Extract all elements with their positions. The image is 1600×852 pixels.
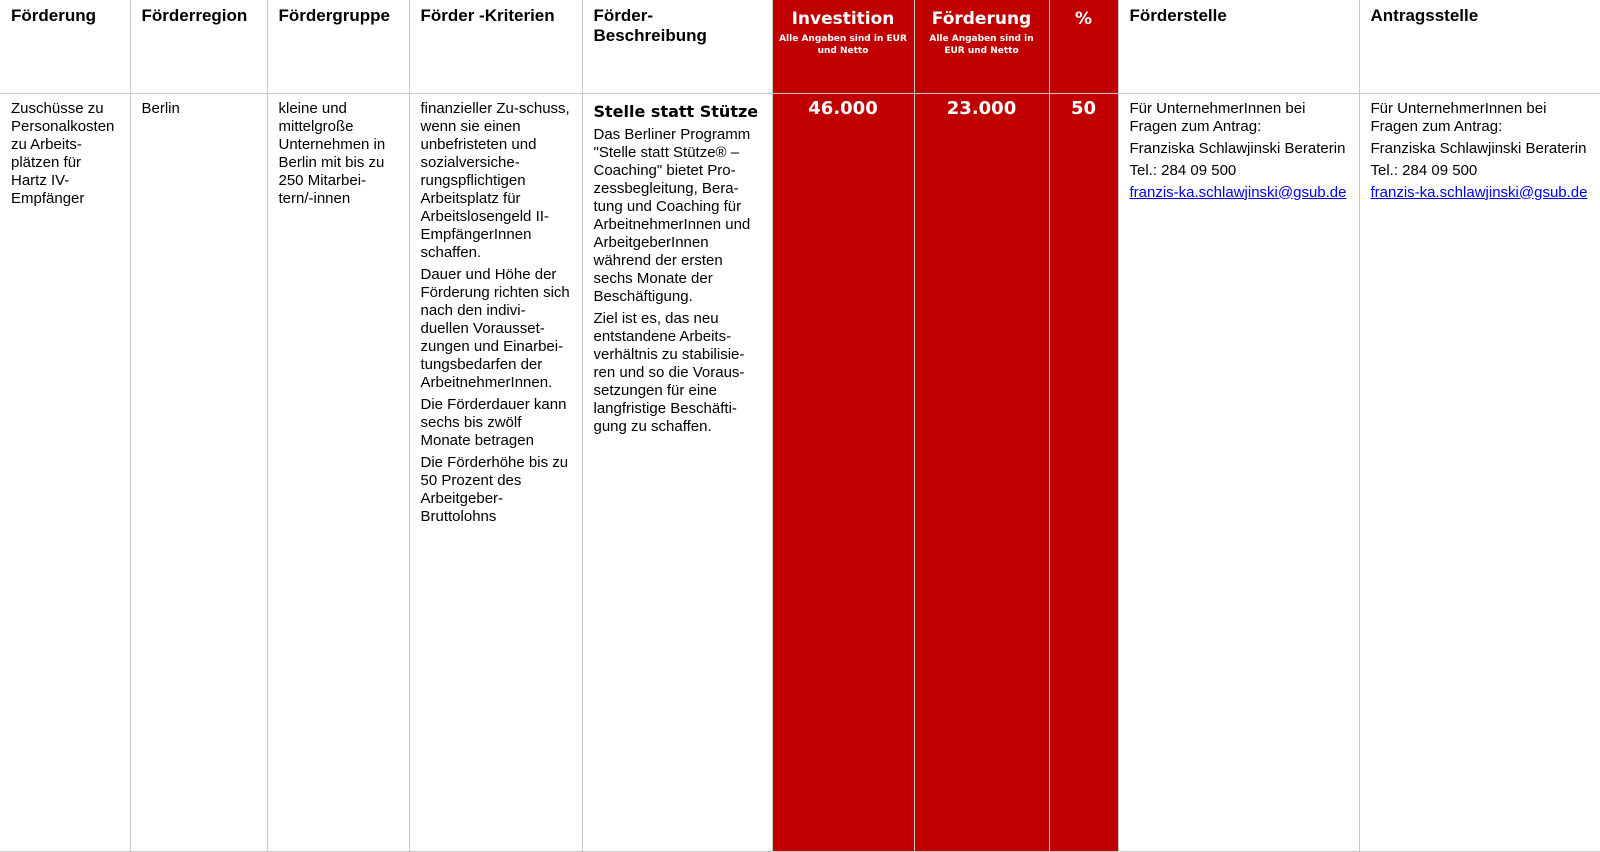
header-foerdergruppe: Fördergruppe bbox=[267, 0, 409, 93]
kriterien-paragraph: Die Förderhöhe bis zu 50 Prozent des Arbeitgeber-Bruttolohns bbox=[420, 453, 569, 525]
header-foerderung: Förderung bbox=[0, 0, 130, 93]
cell-kriterien bbox=[409, 93, 582, 852]
antragsstelle-name: Franziska Schlawjinski Beraterin bbox=[1370, 139, 1587, 157]
foerderstelle-name: Franziska Schlawjinski Beraterin bbox=[1129, 139, 1346, 157]
header-antragsstelle: Antragsstelle bbox=[1359, 0, 1600, 93]
kriterien-paragraph: finanzieller Zu-schuss, wenn sie einen unbefristeten und sozialversiche-rungspflichtigen Arbeitsplatz für Arbeitslosengeld II-EmpfängerInnen schaffen. bbox=[420, 99, 570, 261]
header-prozent-label: % bbox=[1074, 9, 1093, 29]
kriterien-paragraph: Die Förderdauer kann sechs bis zwölf Monate betragen bbox=[420, 395, 567, 449]
antragsstelle-intro: Für UnternehmerInnen bei Fragen zum Antrag: bbox=[1370, 99, 1547, 135]
header-prozent bbox=[1049, 0, 1118, 93]
header-investition-label: Investition bbox=[791, 9, 895, 29]
foerderstelle-tel: Tel.: 284 09 500 bbox=[1129, 161, 1237, 179]
header-foerderregion: Förderregion bbox=[130, 0, 267, 93]
table-row bbox=[0, 93, 1600, 852]
beschreibung-title: Stelle statt Stütze bbox=[593, 101, 759, 121]
foerderung-text: Zuschüsse zu Personalkosten zu Arbeits-plätzen für Hartz IV-Empfänger bbox=[11, 99, 115, 207]
cell-beschreibung bbox=[582, 93, 772, 852]
header-beschreibung: Förder- Beschreibung bbox=[582, 0, 772, 93]
kriterien-paragraph: Dauer und Höhe der Förderung richten sich nach den indivi-duellen Vorausset-zungen und Einarbei-tungsbedarfen der ArbeitnehmerInnen. bbox=[420, 265, 570, 391]
foerderung-value: 23.000 bbox=[946, 97, 1017, 119]
cell-investition bbox=[772, 93, 914, 852]
cell-foerderung-betrag bbox=[914, 93, 1049, 852]
header-foerderstelle: Förderstelle bbox=[1118, 0, 1359, 93]
header-foerderung-note: Alle Angaben sind in EUR und Netto bbox=[929, 34, 1034, 56]
prozent-value: 50 bbox=[1070, 97, 1097, 119]
antragsstelle-email-link[interactable]: franzis-ka.schlawjinski@gsub.de bbox=[1370, 183, 1588, 201]
cell-foerderstelle bbox=[1118, 93, 1359, 852]
header-kriterien: Förder -Kriterien bbox=[409, 0, 582, 93]
cell-gruppe bbox=[267, 93, 409, 852]
investition-value: 46.000 bbox=[808, 97, 878, 119]
header-row bbox=[0, 0, 1600, 93]
antragsstelle-tel: Tel.: 284 09 500 bbox=[1370, 161, 1478, 179]
cell-foerderung bbox=[0, 93, 130, 852]
beschreibung-paragraph: Das Berliner Programm "Stelle statt Stütze® – Coaching" bietet Pro-zessbegleitung, Bera-tung und Coaching für ArbeitnehmerInnen und ArbeitgeberInnen während der ersten sechs Monate der Beschäftigung. bbox=[593, 125, 751, 305]
cell-prozent bbox=[1049, 93, 1118, 852]
header-investition-note: Alle Angaben sind in EUR und Netto bbox=[779, 34, 907, 56]
header-foerderung-label: Förderung bbox=[931, 9, 1032, 29]
beschreibung-paragraph: Ziel ist es, das neu entstandene Arbeits-verhältnis zu stabilisie-ren und so die Voraus-setzungen für eine langfristige Beschäfti-gung zu schaffen. bbox=[593, 309, 745, 435]
region-text: Berlin bbox=[141, 99, 180, 117]
foerderstelle-intro: Für UnternehmerInnen bei Fragen zum Antrag: bbox=[1129, 99, 1306, 135]
cell-antragsstelle bbox=[1359, 93, 1600, 852]
foerderstelle-email-link[interactable]: franzis-ka.schlawjinski@gsub.de bbox=[1129, 183, 1347, 201]
header-foerderung-red bbox=[914, 0, 1049, 93]
cell-region bbox=[130, 93, 267, 852]
header-investition bbox=[772, 0, 914, 93]
gruppe-text: kleine und mittelgroße Unternehmen in Berlin mit bis zu 250 Mitarbei-tern/-innen bbox=[278, 99, 386, 207]
